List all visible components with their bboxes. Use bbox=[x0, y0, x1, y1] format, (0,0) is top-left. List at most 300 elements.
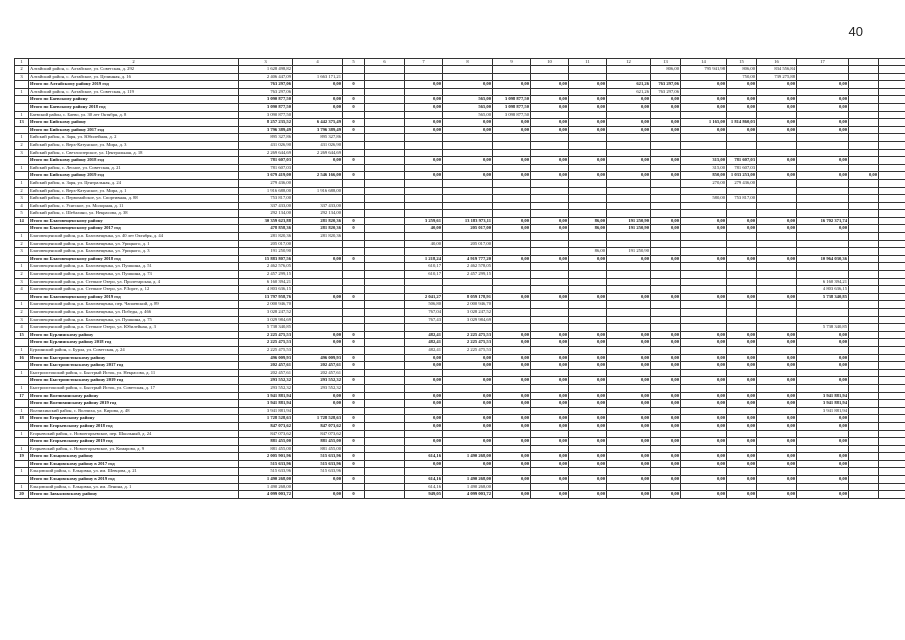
value-cell bbox=[727, 286, 757, 294]
address-cell: Благовещенский район, р.п. Благовещенка, ул. Пушкина, д. 73 bbox=[29, 271, 239, 279]
value-cell: 0,00 bbox=[569, 331, 607, 339]
value-cell bbox=[293, 88, 343, 96]
value-cell: 0,00 bbox=[493, 255, 531, 263]
value-cell: 0,00 bbox=[493, 126, 531, 134]
value-cell: 0,00 bbox=[405, 362, 443, 370]
value-cell bbox=[727, 468, 757, 476]
value-cell bbox=[493, 384, 531, 392]
address-cell: Бийский район, с. Первомайское, ул. Спортивная, д. 88 bbox=[29, 195, 239, 203]
value-cell: 0,00 bbox=[531, 157, 569, 165]
table-row bbox=[15, 134, 905, 142]
value-cell: 3 941 881,94 bbox=[239, 400, 293, 408]
value-cell: 0,00 bbox=[797, 491, 849, 499]
row-number-cell bbox=[15, 377, 29, 385]
value-cell: 0,00 bbox=[727, 460, 757, 468]
value-cell bbox=[879, 362, 905, 370]
value-cell bbox=[849, 164, 879, 172]
value-cell: 2 457 299,15 bbox=[239, 271, 293, 279]
value-cell bbox=[681, 240, 727, 248]
value-cell bbox=[879, 263, 905, 271]
row-number-cell bbox=[15, 225, 29, 233]
value-cell bbox=[493, 187, 531, 195]
value-cell: 0,00 bbox=[757, 354, 797, 362]
value-cell bbox=[493, 134, 531, 142]
value-cell bbox=[343, 384, 365, 392]
value-cell: 5 738 340,85 bbox=[239, 324, 293, 332]
value-cell: 0,00 bbox=[681, 255, 727, 263]
value-cell bbox=[293, 66, 343, 74]
value-cell: 0,00 bbox=[569, 476, 607, 484]
value-cell bbox=[757, 301, 797, 309]
address-cell: Бийский район, с. Шебалино, ул. Некрасова, д. 38 bbox=[29, 210, 239, 218]
value-cell: 0 bbox=[343, 415, 365, 423]
value-cell: 0,00 bbox=[651, 377, 681, 385]
value-cell: 3 029 984,69 bbox=[239, 316, 293, 324]
value-cell bbox=[849, 271, 879, 279]
address-cell: Итого по Бурлинскому району bbox=[29, 331, 239, 339]
value-cell: 0,00 bbox=[607, 476, 651, 484]
value-cell bbox=[365, 66, 405, 74]
value-cell: 0,00 bbox=[757, 362, 797, 370]
value-cell: 0,00 bbox=[727, 255, 757, 263]
value-cell: 0,00 bbox=[727, 293, 757, 301]
row-number-cell bbox=[15, 293, 29, 301]
value-cell bbox=[727, 210, 757, 218]
value-cell bbox=[569, 141, 607, 149]
value-cell bbox=[849, 491, 879, 499]
value-cell bbox=[849, 286, 879, 294]
value-cell bbox=[727, 111, 757, 119]
value-cell bbox=[405, 134, 443, 142]
value-cell bbox=[365, 202, 405, 210]
address-cell: Бийский район, с. Усятское, ул. Молорная, д. 11 bbox=[29, 202, 239, 210]
value-cell: 0,00 bbox=[569, 119, 607, 127]
value-cell: 431 026,90 bbox=[293, 141, 343, 149]
value-cell: 2 457 299,15 bbox=[443, 271, 493, 279]
value-cell bbox=[493, 263, 531, 271]
value-cell bbox=[879, 187, 905, 195]
value-cell bbox=[493, 278, 531, 286]
value-cell: 0 bbox=[343, 354, 365, 362]
table-row bbox=[15, 111, 905, 119]
header-cell: 3 bbox=[239, 59, 293, 66]
value-cell bbox=[343, 468, 365, 476]
value-cell bbox=[879, 415, 905, 423]
value-cell: 0,00 bbox=[569, 81, 607, 89]
value-cell bbox=[879, 225, 905, 233]
value-cell: 0,00 bbox=[443, 362, 493, 370]
value-cell: 806,00 bbox=[651, 66, 681, 74]
value-cell: 0,00 bbox=[531, 415, 569, 423]
value-cell bbox=[757, 278, 797, 286]
value-cell bbox=[569, 240, 607, 248]
value-cell bbox=[727, 483, 757, 491]
table-row bbox=[15, 240, 905, 248]
value-cell: 0,00 bbox=[569, 126, 607, 134]
value-cell: 621,26 bbox=[607, 81, 651, 89]
value-cell: 0,00 bbox=[569, 96, 607, 104]
value-cell: 191 250,90 bbox=[239, 248, 293, 256]
value-cell: 0,00 bbox=[797, 172, 849, 180]
subtotal-row bbox=[15, 392, 905, 400]
value-cell bbox=[343, 202, 365, 210]
value-cell: 0,00 bbox=[757, 377, 797, 385]
value-cell bbox=[607, 324, 651, 332]
value-cell: 0,00 bbox=[405, 415, 443, 423]
value-cell bbox=[879, 339, 905, 347]
value-cell: 621,26 bbox=[607, 88, 651, 96]
row-number-cell: 1 bbox=[15, 407, 29, 415]
value-cell: 0 bbox=[343, 119, 365, 127]
value-cell: 0,00 bbox=[569, 400, 607, 408]
value-cell: 2 225 475,53 bbox=[239, 346, 293, 354]
value-cell bbox=[365, 445, 405, 453]
table-row bbox=[15, 309, 905, 317]
header-cell: 1 bbox=[15, 59, 29, 66]
value-cell bbox=[879, 445, 905, 453]
value-cell: 0,00 bbox=[607, 422, 651, 430]
value-cell: 0,00 bbox=[443, 460, 493, 468]
value-cell bbox=[443, 66, 493, 74]
data-table bbox=[14, 58, 905, 499]
value-cell bbox=[365, 346, 405, 354]
value-cell bbox=[727, 324, 757, 332]
value-cell: 0,00 bbox=[569, 438, 607, 446]
value-cell bbox=[849, 354, 879, 362]
value-cell: 5 738 340,85 bbox=[797, 324, 849, 332]
value-cell bbox=[879, 210, 905, 218]
value-cell bbox=[651, 240, 681, 248]
value-cell: 0,00 bbox=[651, 422, 681, 430]
value-cell bbox=[849, 453, 879, 461]
row-number-cell: 2 bbox=[15, 141, 29, 149]
value-cell bbox=[365, 377, 405, 385]
value-cell bbox=[757, 346, 797, 354]
value-cell bbox=[493, 301, 531, 309]
subtotal-row bbox=[15, 96, 905, 104]
row-number-cell bbox=[15, 476, 29, 484]
value-cell: 515 633,96 bbox=[293, 453, 343, 461]
row-number-cell: 4 bbox=[15, 324, 29, 332]
row-number-cell bbox=[15, 339, 29, 347]
value-cell bbox=[365, 187, 405, 195]
value-cell: 0,00 bbox=[651, 96, 681, 104]
row-number-cell: 15 bbox=[15, 331, 29, 339]
value-cell bbox=[651, 316, 681, 324]
value-cell: 0,00 bbox=[797, 377, 849, 385]
subtotal-row bbox=[15, 217, 905, 225]
value-cell bbox=[569, 468, 607, 476]
value-cell bbox=[531, 384, 569, 392]
value-cell bbox=[727, 316, 757, 324]
value-cell: 0,00 bbox=[727, 362, 757, 370]
value-cell: 515 633,96 bbox=[239, 468, 293, 476]
table-row bbox=[15, 66, 905, 74]
value-cell: 293 552,32 bbox=[293, 384, 343, 392]
value-cell: 270,00 bbox=[681, 179, 727, 187]
value-cell bbox=[879, 407, 905, 415]
value-cell bbox=[849, 362, 879, 370]
value-cell bbox=[365, 164, 405, 172]
value-cell: 847 073,62 bbox=[239, 422, 293, 430]
table-row bbox=[15, 149, 905, 157]
value-cell bbox=[849, 400, 879, 408]
table-row bbox=[15, 233, 905, 241]
value-cell: 0,00 bbox=[531, 377, 569, 385]
value-cell: 781 607,03 bbox=[239, 164, 293, 172]
value-cell bbox=[569, 271, 607, 279]
row-number-cell: 1 bbox=[15, 111, 29, 119]
value-cell: 3 029 984,69 bbox=[443, 316, 493, 324]
value-cell bbox=[493, 141, 531, 149]
value-cell bbox=[879, 354, 905, 362]
value-cell bbox=[569, 111, 607, 119]
value-cell bbox=[651, 445, 681, 453]
value-cell bbox=[365, 453, 405, 461]
value-cell: 0,00 bbox=[443, 157, 493, 165]
value-cell: 0,00 bbox=[681, 491, 727, 499]
value-cell bbox=[879, 324, 905, 332]
value-cell bbox=[727, 149, 757, 157]
value-cell bbox=[757, 141, 797, 149]
value-cell: 202 457,61 bbox=[293, 362, 343, 370]
row-number-cell: 4 bbox=[15, 286, 29, 294]
value-cell bbox=[879, 468, 905, 476]
value-cell bbox=[879, 111, 905, 119]
value-cell: 0,00 bbox=[493, 362, 531, 370]
value-cell: 0,00 bbox=[607, 453, 651, 461]
value-cell bbox=[757, 271, 797, 279]
value-cell: 0,00 bbox=[797, 354, 849, 362]
value-cell bbox=[879, 149, 905, 157]
value-cell: 0,00 bbox=[531, 392, 569, 400]
value-cell: 0,00 bbox=[681, 392, 727, 400]
value-cell bbox=[651, 141, 681, 149]
row-number-cell: 3 bbox=[15, 73, 29, 81]
subtotal-row bbox=[15, 103, 905, 111]
table-row bbox=[15, 346, 905, 354]
value-cell bbox=[405, 384, 443, 392]
value-cell bbox=[365, 430, 405, 438]
value-cell bbox=[343, 187, 365, 195]
value-cell: 0,00 bbox=[569, 392, 607, 400]
value-cell: 0,00 bbox=[607, 103, 651, 111]
value-cell bbox=[849, 339, 879, 347]
address-cell: Ельцовский район, с. Ельцовка, ул. им. Шевцова, д. 21 bbox=[29, 468, 239, 476]
value-cell: 191 250,90 bbox=[607, 248, 651, 256]
address-cell: Итого по Завьяловскому району bbox=[29, 491, 239, 499]
value-cell bbox=[849, 111, 879, 119]
value-cell bbox=[493, 271, 531, 279]
value-cell bbox=[681, 263, 727, 271]
value-cell: 610,17 bbox=[405, 271, 443, 279]
address-cell: Егорьевский район, с. Новоегорьевское, пер. Школьный, д. 24 bbox=[29, 430, 239, 438]
address-cell: Итого по Благовещенскому району 2017 год bbox=[29, 225, 239, 233]
value-cell bbox=[879, 195, 905, 203]
value-cell: 482,41 bbox=[405, 331, 443, 339]
value-cell bbox=[681, 316, 727, 324]
table-row bbox=[15, 187, 905, 195]
value-cell bbox=[849, 331, 879, 339]
value-cell: 0,00 bbox=[443, 354, 493, 362]
value-cell: 0,00 bbox=[651, 438, 681, 446]
value-cell: 0,00 bbox=[405, 438, 443, 446]
value-cell: 0,00 bbox=[531, 400, 569, 408]
value-cell bbox=[757, 248, 797, 256]
value-cell: 6 442 375,49 bbox=[293, 119, 343, 127]
value-cell bbox=[365, 179, 405, 187]
value-cell: 0,00 bbox=[797, 460, 849, 468]
value-cell: 3 796 389,49 bbox=[293, 126, 343, 134]
value-cell: 0,00 bbox=[681, 126, 727, 134]
address-cell: Итого по Бийскому району bbox=[29, 119, 239, 127]
value-cell bbox=[607, 263, 651, 271]
value-cell bbox=[757, 164, 797, 172]
row-number-cell bbox=[15, 460, 29, 468]
value-cell bbox=[569, 66, 607, 74]
value-cell bbox=[849, 126, 879, 134]
value-cell bbox=[607, 369, 651, 377]
value-cell: 0,00 bbox=[569, 255, 607, 263]
address-cell: Благовещенский район, р.п. Благовещенка, ул. Пушкина, д. 75 bbox=[29, 316, 239, 324]
value-cell bbox=[343, 73, 365, 81]
value-cell: 0,00 bbox=[531, 217, 569, 225]
value-cell bbox=[757, 187, 797, 195]
value-cell: 0,00 bbox=[849, 172, 879, 180]
value-cell bbox=[849, 346, 879, 354]
value-cell: 0,00 bbox=[681, 415, 727, 423]
value-cell: 0,00 bbox=[727, 103, 757, 111]
value-cell: 0,00 bbox=[727, 377, 757, 385]
value-cell bbox=[797, 468, 849, 476]
value-cell bbox=[343, 263, 365, 271]
value-cell: 0,00 bbox=[293, 96, 343, 104]
value-cell: 0,00 bbox=[681, 400, 727, 408]
value-cell bbox=[569, 233, 607, 241]
value-cell bbox=[365, 119, 405, 127]
value-cell: 3 259,61 bbox=[405, 217, 443, 225]
value-cell bbox=[879, 202, 905, 210]
value-cell bbox=[651, 483, 681, 491]
value-cell: 4 803 636,15 bbox=[239, 286, 293, 294]
header-cell: 14 bbox=[681, 59, 727, 66]
value-cell bbox=[531, 407, 569, 415]
value-cell: 0,00 bbox=[293, 400, 343, 408]
value-cell bbox=[493, 430, 531, 438]
value-cell: 3 028 247,52 bbox=[443, 309, 493, 317]
value-cell: 1 165,00 bbox=[681, 119, 727, 127]
value-cell bbox=[365, 460, 405, 468]
value-cell bbox=[879, 316, 905, 324]
value-cell: 0 bbox=[343, 225, 365, 233]
subtotal-row bbox=[15, 460, 905, 468]
value-cell: 0,00 bbox=[651, 217, 681, 225]
value-cell bbox=[443, 430, 493, 438]
value-cell bbox=[849, 309, 879, 317]
value-cell: 281 820,36 bbox=[293, 225, 343, 233]
value-cell bbox=[365, 233, 405, 241]
value-cell: 0,00 bbox=[797, 103, 849, 111]
value-cell bbox=[365, 278, 405, 286]
value-cell: 0,00 bbox=[797, 476, 849, 484]
value-cell: 0 bbox=[343, 255, 365, 263]
value-cell: 0,00 bbox=[757, 491, 797, 499]
value-cell bbox=[607, 309, 651, 317]
value-cell: 2 269 644,69 bbox=[293, 149, 343, 157]
value-cell bbox=[607, 240, 651, 248]
value-cell bbox=[681, 271, 727, 279]
value-cell: 0,00 bbox=[293, 157, 343, 165]
value-cell bbox=[651, 301, 681, 309]
value-cell: 2 269 644,69 bbox=[239, 149, 293, 157]
value-cell: 0 bbox=[343, 438, 365, 446]
value-cell: 0,00 bbox=[443, 400, 493, 408]
value-cell: 315,00 bbox=[681, 164, 727, 172]
value-cell bbox=[757, 384, 797, 392]
value-cell: 86,00 bbox=[569, 217, 607, 225]
value-cell: 0 bbox=[343, 293, 365, 301]
value-cell bbox=[651, 248, 681, 256]
value-cell bbox=[569, 407, 607, 415]
value-cell bbox=[365, 88, 405, 96]
table-row bbox=[15, 141, 905, 149]
value-cell bbox=[343, 233, 365, 241]
value-cell: 4 099 003,72 bbox=[443, 491, 493, 499]
value-cell bbox=[849, 73, 879, 81]
value-cell bbox=[681, 149, 727, 157]
value-cell bbox=[849, 187, 879, 195]
value-cell: 0,00 bbox=[651, 392, 681, 400]
value-cell: 0,00 bbox=[493, 438, 531, 446]
value-cell bbox=[405, 233, 443, 241]
value-cell: 0,00 bbox=[757, 126, 797, 134]
value-cell bbox=[879, 134, 905, 142]
value-cell bbox=[607, 445, 651, 453]
value-cell bbox=[879, 96, 905, 104]
value-cell: 281 820,36 bbox=[293, 233, 343, 241]
value-cell bbox=[365, 255, 405, 263]
row-number-cell: 2 bbox=[15, 187, 29, 195]
value-cell bbox=[569, 187, 607, 195]
value-cell bbox=[757, 445, 797, 453]
value-cell bbox=[365, 476, 405, 484]
value-cell: 0,00 bbox=[727, 438, 757, 446]
value-cell bbox=[443, 407, 493, 415]
value-cell: 0,00 bbox=[797, 339, 849, 347]
value-cell bbox=[849, 445, 879, 453]
value-cell: 0,00 bbox=[443, 438, 493, 446]
value-cell bbox=[651, 111, 681, 119]
address-cell: Итого по Баевскому району 2018 год bbox=[29, 103, 239, 111]
value-cell: 0,00 bbox=[681, 96, 727, 104]
value-cell bbox=[849, 301, 879, 309]
table-row bbox=[15, 324, 905, 332]
value-cell: 16 702 371,74 bbox=[797, 217, 849, 225]
value-cell bbox=[293, 179, 343, 187]
value-cell bbox=[365, 301, 405, 309]
value-cell: 0,00 bbox=[493, 217, 531, 225]
subtotal-row bbox=[15, 422, 905, 430]
value-cell: 0,00 bbox=[293, 491, 343, 499]
value-cell: 0,00 bbox=[531, 96, 569, 104]
value-cell bbox=[879, 400, 905, 408]
value-cell bbox=[849, 407, 879, 415]
value-cell bbox=[365, 81, 405, 89]
value-cell: 0,00 bbox=[493, 81, 531, 89]
value-cell: 0,00 bbox=[757, 392, 797, 400]
value-cell: 0,00 bbox=[681, 460, 727, 468]
value-cell bbox=[343, 210, 365, 218]
